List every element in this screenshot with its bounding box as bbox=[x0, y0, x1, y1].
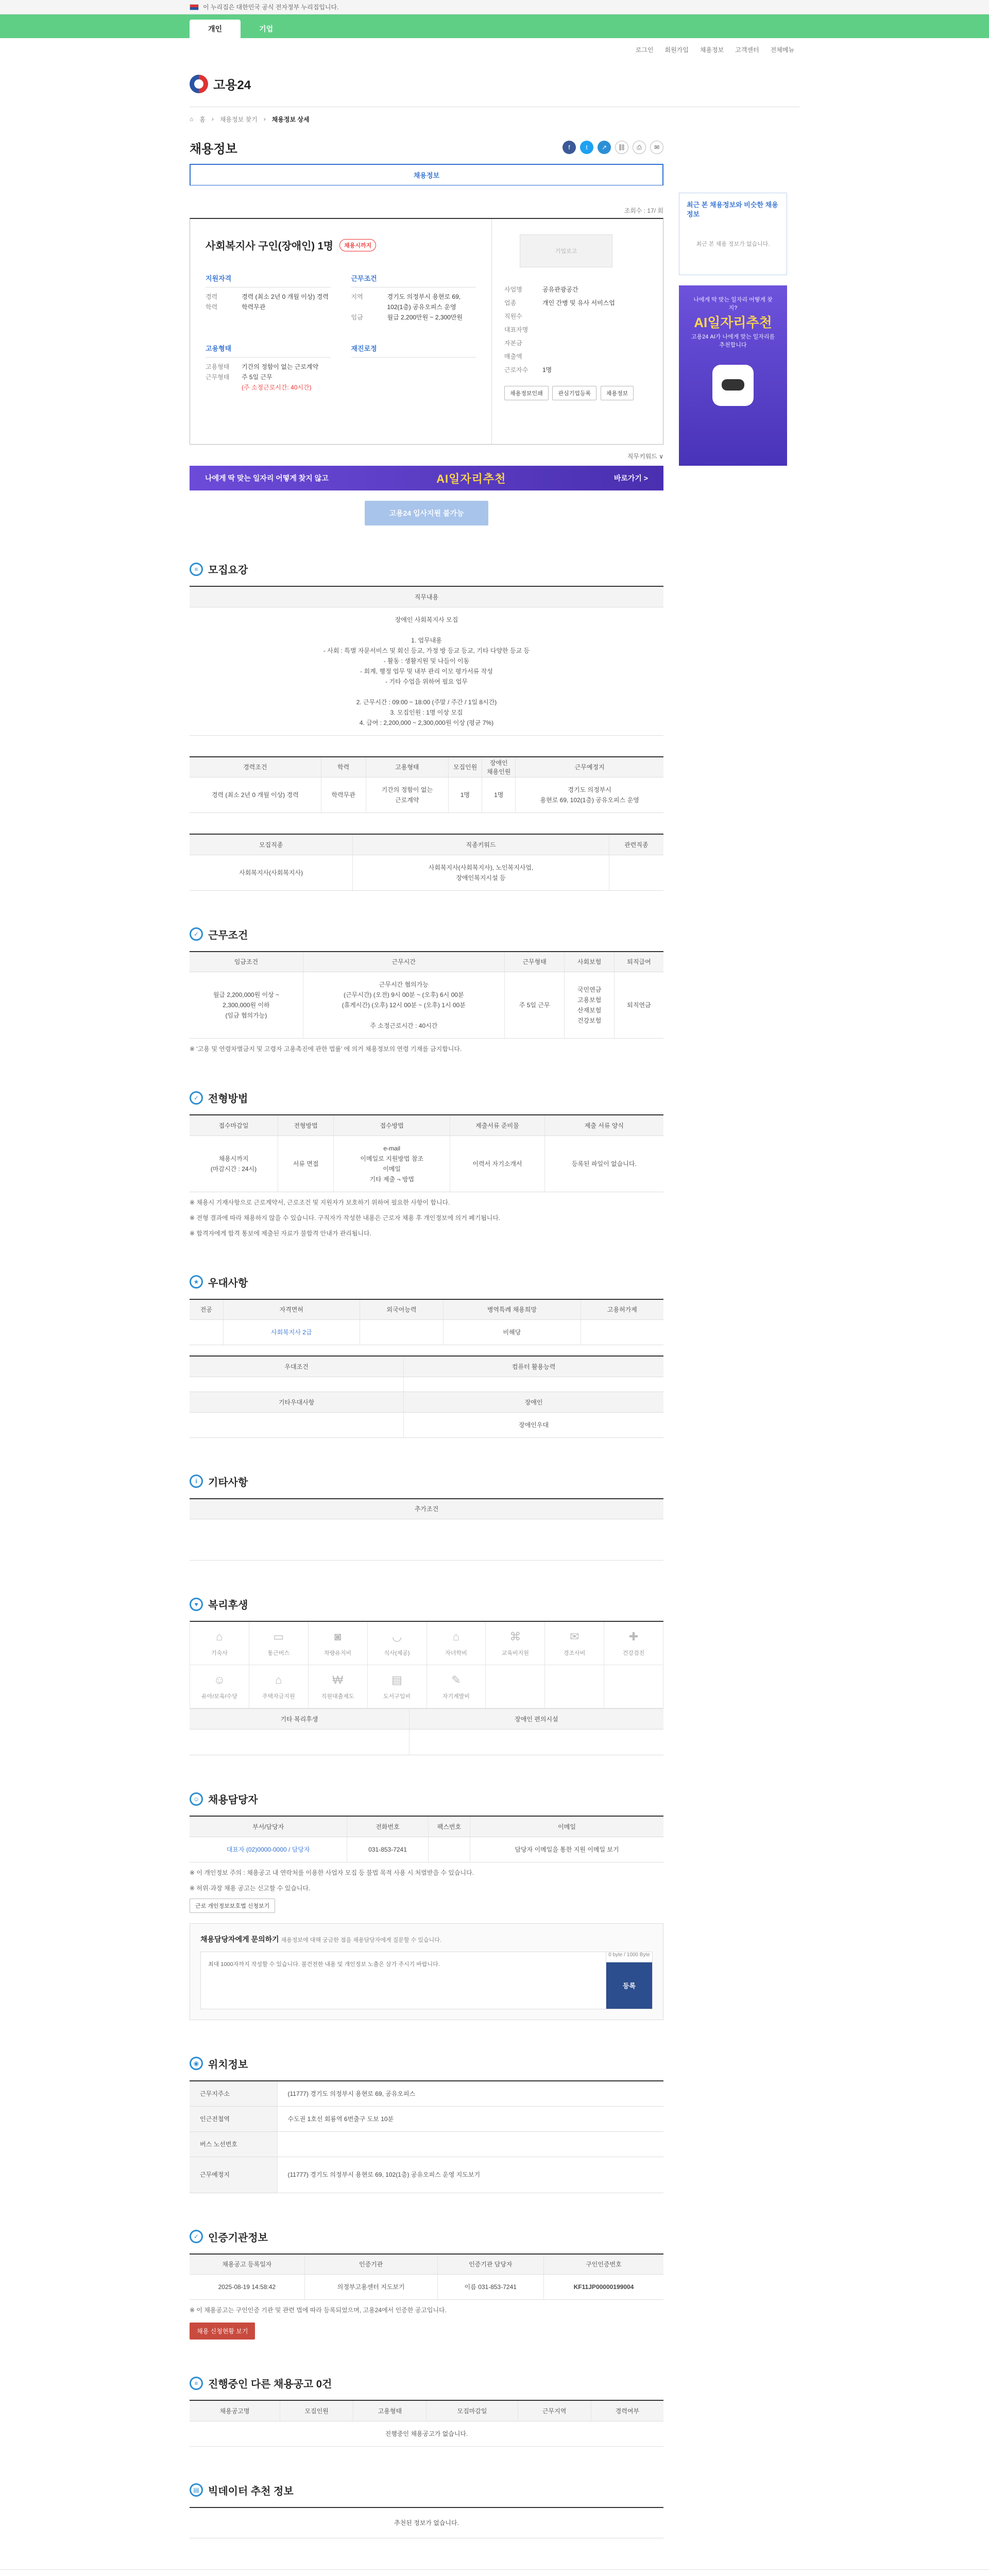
tab-job-info[interactable]: 채용정보 bbox=[190, 164, 663, 185]
table-header: 경력여부 bbox=[591, 2400, 663, 2421]
welfare-item bbox=[604, 1622, 663, 1665]
apply-button[interactable]: 고용24 입사지원 불가능 bbox=[365, 501, 488, 526]
logo-icon bbox=[190, 75, 208, 93]
region-label: 지역 bbox=[351, 293, 363, 300]
welfare-item bbox=[545, 1622, 604, 1665]
welfare-label: 기숙사 bbox=[211, 1650, 228, 1656]
growth-icon: ✎ bbox=[451, 1673, 461, 1686]
table-header: 기타 복리후생 bbox=[190, 1709, 409, 1730]
inquiry-textarea[interactable]: 최대 1000자까지 작성할 수 있습니다. 불건전한 내용 및 개인정보 노출은 삼가 주시기 바랍니다. bbox=[208, 1961, 440, 1968]
location-label: 버스 노선번호 bbox=[190, 2131, 277, 2157]
table-header: 접수방법 bbox=[334, 1115, 450, 1136]
mail-icon[interactable]: ✉ bbox=[650, 141, 663, 154]
list-icon: ≡ bbox=[190, 563, 203, 576]
table-cell: KF11JP00000199004 bbox=[543, 2275, 663, 2300]
table-header: 제출 서류 양식 bbox=[544, 1115, 663, 1136]
table-header: 장애인 채용인원 bbox=[482, 757, 516, 777]
sales-label: 매출액 bbox=[504, 353, 522, 360]
table-header: 경력조건 bbox=[190, 757, 321, 777]
size-value: 1명 bbox=[542, 366, 552, 374]
section-conditions bbox=[190, 927, 663, 1055]
jobs-link[interactable]: 채용정보 bbox=[700, 46, 724, 54]
bus-icon: ▭ bbox=[273, 1630, 284, 1643]
table-cell bbox=[360, 1320, 443, 1345]
table-header: 장애인 편의시설 bbox=[409, 1709, 663, 1730]
table-header: 이메일 bbox=[470, 1816, 663, 1837]
ceo-label: 대표자명 bbox=[504, 326, 528, 333]
industry-label: 업종 bbox=[504, 299, 517, 307]
table-header: 제출서류 준비물 bbox=[450, 1115, 544, 1136]
table-cell bbox=[190, 1519, 663, 1561]
twitter-icon[interactable]: t bbox=[580, 141, 593, 154]
welfare-item bbox=[545, 1665, 604, 1708]
section-preference bbox=[190, 1275, 663, 1438]
table-header: 근무형태 bbox=[504, 952, 565, 972]
table-header: 모집인원 bbox=[448, 757, 482, 777]
table-header: 모집마감일 bbox=[427, 2400, 518, 2421]
welfare-label: 통근버스 bbox=[267, 1650, 290, 1656]
table-header: 기타우대사항 bbox=[190, 1392, 404, 1412]
table-cell: 등록된 파일이 없습니다. bbox=[544, 1136, 663, 1192]
welfare-label: 경조사비 bbox=[563, 1650, 586, 1656]
school-icon: ⌂ bbox=[452, 1630, 460, 1643]
hours-value: 주 5일 근무 bbox=[242, 374, 272, 381]
mode-heading: 재진로정 bbox=[351, 343, 476, 358]
table-cell: 이름 031-853-7241 bbox=[437, 2275, 543, 2300]
table-cell: 채용시까지 (마감시간 : 24시) bbox=[190, 1136, 278, 1192]
table-cell bbox=[609, 855, 663, 890]
flag-icon bbox=[190, 4, 199, 10]
signup-link[interactable]: 회원가입 bbox=[664, 46, 689, 54]
welfare-label: 차량유지비 bbox=[324, 1650, 352, 1656]
career-label: 경력 bbox=[206, 293, 218, 300]
gift-icon: ♥ bbox=[190, 1598, 203, 1611]
pin-icon: ◉ bbox=[190, 2057, 203, 2070]
section-title: 위치정보 bbox=[208, 2059, 248, 2071]
welfare-label: 자기계발비 bbox=[442, 1693, 470, 1700]
inquiry-note: 채용정보에 대해 궁금한 점을 채용담당자에게 질문할 수 있습니다. bbox=[281, 1937, 441, 1943]
recent-jobs-empty: 최근 본 채용 정보가 없습니다. bbox=[696, 241, 770, 247]
table-header: 관련직종 bbox=[609, 834, 663, 855]
section-bigdata bbox=[190, 2483, 663, 2539]
keyword-toggle[interactable]: 직무키워드 ∨ bbox=[627, 453, 663, 460]
table-cell bbox=[428, 1837, 470, 1862]
section-title: 근무조건 bbox=[208, 929, 248, 941]
ad-title: AI일자리추천 bbox=[694, 315, 772, 330]
section-certification bbox=[190, 2229, 663, 2340]
person-icon: ☺ bbox=[190, 1792, 203, 1806]
selection-note: ※ 전형 결과에 따라 채용하지 않을 수 있습니다. 구직자가 작성한 내용은 근로자 채용 후 개인정보에 의거 폐기됩니다. bbox=[190, 1214, 501, 1222]
job-description: 장애인 사회복지사 모집 1. 업무내용 - 사회 : 특별 자문서비스 및 회신 등교, 가정 방 등교 등교, 기타 다양한 등교 등 - 활동 : 생활지원 및 나들이 이동 - 회계, 행정 업무 및 내부 관리 이모 평가서류 작성 - 기타 수업을 위하여 필요 업무 2. 근무시간 : 09:00 ~ 18:00 (주말 / 주간 / 1일 8시간) 3. 모집인원 : 1명 이상 모집 4. 급여 : 2,200,000 ~ 2,300,000원 이상 (평균 7%) bbox=[190, 607, 663, 735]
section-recruit bbox=[190, 562, 663, 891]
ai-ad-banner[interactable] bbox=[679, 285, 787, 466]
share-tools bbox=[562, 141, 663, 154]
table-header: 우대조건 bbox=[190, 1356, 404, 1377]
table-cell: e-mail 이메일로 지원방법 참조 이메일 기타 제출 ¬ 방법 bbox=[334, 1136, 450, 1192]
education-label: 학력 bbox=[206, 303, 218, 311]
welfare-item bbox=[427, 1622, 486, 1665]
welfare-label: 식사(제공) bbox=[384, 1650, 410, 1656]
location-value: (11777) 경기도 의정부시 용현로 69, 공유오피스 bbox=[277, 2081, 663, 2107]
banner-link[interactable]: 바로가기 > bbox=[613, 474, 648, 482]
table-cell: 사회복지사 2급 bbox=[223, 1320, 360, 1345]
table-cell: 1명 bbox=[482, 777, 516, 813]
biz-label: 사업명 bbox=[504, 286, 522, 293]
section-location bbox=[190, 2056, 663, 2193]
table-header: 직종키워드 bbox=[353, 834, 609, 855]
table-header: 부서/담당자 bbox=[190, 1816, 347, 1837]
company-logo: 기업로고 bbox=[520, 234, 612, 267]
info-icon: i bbox=[190, 1475, 203, 1488]
check-icon: ✓ bbox=[190, 1091, 203, 1105]
table-header: 임금조건 bbox=[190, 952, 303, 972]
page-title: 채용정보 bbox=[190, 142, 237, 156]
view-count: 조회수 : 17/ 회 bbox=[624, 207, 663, 214]
table-cell: 031-853-7241 bbox=[347, 1837, 428, 1862]
welfare-label: 건강검진 bbox=[622, 1650, 645, 1656]
footer bbox=[0, 2569, 989, 2576]
welfare-item bbox=[190, 1665, 249, 1708]
table-header: 추가조건 bbox=[190, 1499, 663, 1519]
table-cell bbox=[581, 1320, 663, 1345]
location-value[interactable]: (11777) 경기도 의정부시 용현로 69, 102(1층) 공유오피스 운영 지도보기 bbox=[277, 2157, 663, 2193]
table-header: 전공 bbox=[190, 1299, 223, 1320]
section-title: 전형방법 bbox=[208, 1093, 248, 1105]
loan-icon: ₩ bbox=[332, 1673, 344, 1686]
table-header: 자격면허 bbox=[223, 1299, 360, 1320]
section-selection bbox=[190, 1090, 663, 1239]
link-icon[interactable]: ⛓ bbox=[615, 141, 628, 154]
application-status-button[interactable]: 채용 신청현황 보기 bbox=[190, 2323, 255, 2340]
report-button[interactable]: 근로 개인정보보호법 신청보기 bbox=[190, 1899, 275, 1913]
table-cell: 서류 면접 bbox=[278, 1136, 333, 1192]
tab-personal[interactable]: 개인 bbox=[190, 20, 241, 38]
type-label: 고용형태 bbox=[206, 363, 230, 370]
career-value: 경력 (최소 2년 0 개월 이상) 경력 bbox=[242, 293, 329, 300]
meal-icon: ◡ bbox=[391, 1630, 402, 1643]
support-link[interactable]: 고객센터 bbox=[735, 46, 759, 54]
logo-text: 고용24 bbox=[213, 78, 251, 92]
table-header: 외국어능력 bbox=[360, 1299, 443, 1320]
table-header: 고용허가제 bbox=[581, 1299, 663, 1320]
breadcrumb: ⌂ 홈 › 채용정보 찾기 › 채용정보 상세 bbox=[190, 115, 310, 123]
site-header bbox=[190, 61, 799, 107]
contact-note: ※ 허위·과장 채용 공고는 신고할 수 있습니다. bbox=[190, 1884, 311, 1892]
table-header: 컴퓨터 활용능력 bbox=[404, 1356, 663, 1377]
recent-jobs-box bbox=[679, 193, 787, 275]
selection-note: ※ 합격자에게 합격 통보에 제출된 자료가 불합격 안내가 관리됩니다. bbox=[190, 1229, 372, 1237]
type-value: 기간의 정함이 없는 근로계약 bbox=[242, 363, 319, 370]
recent-jobs-title: 최근 본 채용정보와 비슷한 채용정보 bbox=[687, 201, 778, 218]
contact-note: ※ 이 개인정보 주의 : 채용공고 내 연락처를 이용한 사업자 모집 등 불법 목적 사용 시 처벌받을 수 있습니다. bbox=[190, 1869, 474, 1876]
table-header: 직무내용 bbox=[190, 586, 663, 607]
table-cell: 1명 bbox=[448, 777, 482, 813]
deadline-badge: 채용시까지 bbox=[339, 239, 376, 251]
print-button[interactable]: 채용정보인쇄 bbox=[504, 386, 549, 400]
section-title: 기타사항 bbox=[208, 1477, 248, 1488]
section-title: 복리후생 bbox=[208, 1600, 248, 1611]
table-header: 장애인 bbox=[404, 1392, 663, 1412]
table-cell: 퇴직연금 bbox=[614, 972, 663, 1039]
welfare-label: 교육비지원 bbox=[501, 1650, 529, 1656]
education-icon: ⌘ bbox=[509, 1630, 521, 1643]
size-label: 근로자수 bbox=[504, 366, 528, 374]
table-header: 모집인원 bbox=[280, 2400, 353, 2421]
conditions-heading: 근무조건 bbox=[351, 273, 476, 287]
section-title: 진행중인 다른 채용공고 0건 bbox=[208, 2379, 332, 2390]
section-etc bbox=[190, 1474, 663, 1561]
welfare-item bbox=[249, 1665, 309, 1708]
location-label: 인근전철역 bbox=[190, 2106, 277, 2131]
table-header: 접수마감일 bbox=[190, 1115, 278, 1136]
table-header: 전형방법 bbox=[278, 1115, 333, 1136]
table-cell: 2025-08-19 14:58:42 bbox=[190, 2275, 304, 2300]
inquiry-submit-button[interactable]: 등록 bbox=[606, 1962, 652, 2009]
table-header: 퇴직급여 bbox=[614, 952, 663, 972]
table-header: 근무예정지 bbox=[516, 757, 663, 777]
table-header: 채용공고명 bbox=[190, 2400, 280, 2421]
gov-banner-text: 이 누리집은 대한민국 공식 전자정부 누리집입니다. bbox=[203, 4, 339, 11]
table-cell bbox=[190, 1377, 404, 1392]
inquiry-title: 채용담당자에게 문의하기 bbox=[200, 1935, 279, 1943]
section-title: 빅데이터 추천 정보 bbox=[208, 2485, 294, 2497]
welfare-item bbox=[368, 1622, 427, 1665]
welfare-label: 유아/보육/수당 bbox=[201, 1693, 237, 1700]
table-cell: 경기도 의정부시 용현로 69, 102(1층) 공유오피스 운영 bbox=[516, 777, 663, 813]
ad-text: 나에게 딱 맞는 일자리 어떻게 찾지? bbox=[693, 297, 773, 311]
table-cell: 국민연금 고용보험 산재보험 건강보험 bbox=[565, 972, 614, 1039]
badge-icon: ✓ bbox=[190, 2230, 203, 2243]
utility-menu bbox=[190, 38, 799, 61]
table-header: 고용형태 bbox=[366, 757, 448, 777]
byte-counter: 0 byte / 1000 Byte bbox=[606, 1952, 652, 1962]
crumb-find[interactable]: 채용정보 찾기 bbox=[219, 115, 258, 123]
section-title: 채용담당자 bbox=[208, 1794, 258, 1806]
section-other-jobs bbox=[190, 2376, 663, 2447]
robot-icon bbox=[712, 365, 754, 406]
home-loan-icon: ⌂ bbox=[275, 1673, 282, 1686]
welfare-label: 주택자금지원 bbox=[262, 1693, 295, 1700]
welfare-item bbox=[249, 1622, 309, 1665]
table-cell: 대표자 (02)0000-0000 / 담당자 bbox=[190, 1837, 347, 1862]
table-header: 채용공고 등록일자 bbox=[190, 2254, 304, 2275]
welfare-item bbox=[604, 1665, 663, 1708]
user-type-tabs bbox=[0, 14, 989, 38]
table-header: 구인인증번호 bbox=[543, 2254, 663, 2275]
table-cell bbox=[190, 1730, 409, 1755]
email-cell[interactable]: 담당자 이메일을 통한 지원 이메일 보기 bbox=[470, 1837, 663, 1862]
banner-text: 나에게 딱 맞는 일자리 어떻게 찾지 않고 bbox=[205, 474, 329, 482]
crumb-current: 채용정보 상세 bbox=[271, 115, 310, 123]
section-title: 인증기관정보 bbox=[208, 2232, 268, 2244]
pay-value: 월급 2,200만원 ~ 2,300만원 bbox=[387, 314, 463, 321]
welfare-grid bbox=[190, 1621, 663, 1708]
welfare-label: 직원대출제도 bbox=[321, 1693, 354, 1700]
location-value: 수도권 1호선 회룡역 6번출구 도보 10분 bbox=[277, 2106, 663, 2131]
empty-message: 진행중인 채용공고가 없습니다. bbox=[190, 2421, 663, 2446]
section-title: 우대사항 bbox=[208, 1277, 248, 1289]
table-cell: 근무시간 협의가능 (근무시간) (오전) 9시 00분 ~ (오후) 6시 00분 (휴게시간) (오후) 12시 00분 ~ (오후) 1시 00분 주 소정근로시간 : 40시간 bbox=[303, 972, 504, 1039]
table-cell bbox=[404, 1377, 663, 1392]
home-icon[interactable]: ⌂ bbox=[190, 115, 194, 123]
table-header: 근무시간 bbox=[303, 952, 504, 972]
table-cell: 학력무관 bbox=[321, 777, 366, 813]
inquiry-box bbox=[190, 1923, 663, 2020]
welfare-item bbox=[486, 1622, 545, 1665]
welfare-item bbox=[486, 1665, 545, 1708]
health-icon: ✚ bbox=[628, 1630, 639, 1643]
clipboard-icon: ✓ bbox=[190, 927, 203, 941]
house-icon: ⌂ bbox=[216, 1630, 223, 1643]
location-label: 근무지주소 bbox=[190, 2081, 277, 2107]
table-header: 인증기관 bbox=[304, 2254, 437, 2275]
education-value: 학력무관 bbox=[242, 303, 266, 311]
table-header: 팩스번호 bbox=[428, 1816, 470, 1837]
site-logo[interactable] bbox=[190, 75, 251, 93]
welfare-item bbox=[427, 1665, 486, 1708]
table-cell: 이력서 자기소개서 bbox=[450, 1136, 544, 1192]
table-cell: 기간의 정함이 없는 근로계약 bbox=[366, 777, 448, 813]
job-title: 사회복지사 구인(장애인) 1명 bbox=[206, 241, 334, 252]
star-icon: ★ bbox=[190, 1275, 203, 1289]
welfare-label: 자녀학비 bbox=[445, 1650, 467, 1656]
table-cell: 비해당 bbox=[444, 1320, 581, 1345]
empty-message: 추천된 정보가 없습니다. bbox=[190, 2507, 663, 2538]
book-icon: ▤ bbox=[391, 1673, 402, 1686]
table-cell: 사회복지사(사회복지사), 노인복지사업, 장애인복지시설 등 bbox=[353, 855, 609, 890]
welfare-item bbox=[309, 1665, 368, 1708]
welfare-item bbox=[368, 1665, 427, 1708]
list-icon: ≡ bbox=[190, 2377, 203, 2390]
capital-label: 자본금 bbox=[504, 340, 522, 347]
location-label: 근무예정지 bbox=[190, 2157, 277, 2193]
table-cell: 사회복지사(사회복지사) bbox=[190, 855, 353, 890]
table-header: 전화번호 bbox=[347, 1816, 428, 1837]
welfare-item bbox=[190, 1622, 249, 1665]
table-cell[interactable]: 의정부고용센터 지도보기 bbox=[304, 2275, 437, 2300]
section-contact bbox=[190, 1791, 663, 2020]
sidebar bbox=[679, 131, 787, 2538]
all-menu-link[interactable]: 전체메뉴 bbox=[770, 46, 794, 54]
staff-label: 직원수 bbox=[504, 313, 522, 320]
baby-icon: ☺ bbox=[213, 1673, 226, 1686]
cert-note: ※ 이 채용공고는 구인인증 기관 및 관련 법에 따라 등록되었으며, 고용24에서 인증한 공고입니다. bbox=[190, 2307, 447, 2314]
ai-banner[interactable] bbox=[190, 466, 663, 490]
table-header: 모집직종 bbox=[190, 834, 353, 855]
login-link[interactable]: 로그인 bbox=[635, 46, 654, 54]
table-header: 학력 bbox=[321, 757, 366, 777]
job-info-button[interactable]: 채용정보 bbox=[601, 386, 634, 400]
age-note: ※ '고용 및 연령차별금지 및 고령자 고용촉진에 관한 법률' 에 의거 채용정보의 연령 기재를 금지합니다. bbox=[190, 1045, 462, 1053]
employment-heading: 고용형태 bbox=[206, 343, 331, 358]
table-cell: 주 5일 근무 bbox=[504, 972, 565, 1039]
selection-note: ※ 채용시 기재사항으로 근로계약서, 근로조건 및 지원자가 보호하기 위하여 필요한 사항이 합니다. bbox=[190, 1198, 450, 1206]
pay-label: 임금 bbox=[351, 314, 363, 321]
envelope-icon: ✉ bbox=[569, 1630, 579, 1643]
table-header: 근무지역 bbox=[518, 2400, 591, 2421]
crumb-home[interactable]: 홈 bbox=[199, 115, 206, 123]
ad-subtext: 고용24 AI가 나에게 맞는 일자리를 추천합니다 bbox=[691, 334, 775, 348]
share-icon[interactable]: ↗ bbox=[598, 141, 611, 154]
banner-ai-text: AI일자리추천 bbox=[436, 472, 506, 485]
table-cell: 경력 (최소 2년 0 개월 이상) 경력 bbox=[190, 777, 321, 813]
location-value bbox=[277, 2131, 663, 2157]
qualification-heading: 지원자격 bbox=[206, 273, 331, 287]
tab-company[interactable]: 기업 bbox=[259, 25, 274, 33]
table-cell bbox=[409, 1730, 663, 1755]
region-value: 경기도 의정부시 용현로 69, 102(1층) 공유오피스 운영 bbox=[387, 293, 461, 311]
table-header: 고용형태 bbox=[353, 2400, 427, 2421]
table-header: 사회보험 bbox=[565, 952, 614, 972]
section-welfare bbox=[190, 1597, 663, 1755]
welfare-label: 도서구입비 bbox=[383, 1693, 411, 1700]
table-cell: 월급 2,200,000원 이상 ~ 2,300,000원 이하 (임금 협의가능) bbox=[190, 972, 303, 1039]
table-cell bbox=[190, 1320, 223, 1345]
section-title: 모집요강 bbox=[208, 565, 248, 576]
facebook-icon[interactable]: f bbox=[562, 141, 576, 154]
table-header: 병역특례 채용희망 bbox=[444, 1299, 581, 1320]
table-cell bbox=[190, 1412, 404, 1437]
car-icon: ◙ bbox=[334, 1630, 342, 1643]
main-content bbox=[190, 131, 663, 2538]
welfare-item bbox=[309, 1622, 368, 1665]
industry-value: 개인 간병 및 유사 서비스업 bbox=[542, 299, 615, 307]
favorite-company-button[interactable]: 관심기업등록 bbox=[552, 386, 596, 400]
print-icon[interactable]: ⎙ bbox=[633, 141, 646, 154]
table-cell: 장애인우대 bbox=[404, 1412, 663, 1437]
hours-note: (주 소정근로시간: 40시간) bbox=[242, 384, 312, 391]
hours-label: 근무형태 bbox=[206, 374, 230, 381]
table-header: 인증기관 담당자 bbox=[437, 2254, 543, 2275]
biz-value: 공유관광공간 bbox=[542, 286, 578, 293]
job-summary bbox=[190, 218, 663, 445]
gov-banner bbox=[0, 0, 989, 14]
chart-icon: ▤ bbox=[190, 2483, 203, 2497]
